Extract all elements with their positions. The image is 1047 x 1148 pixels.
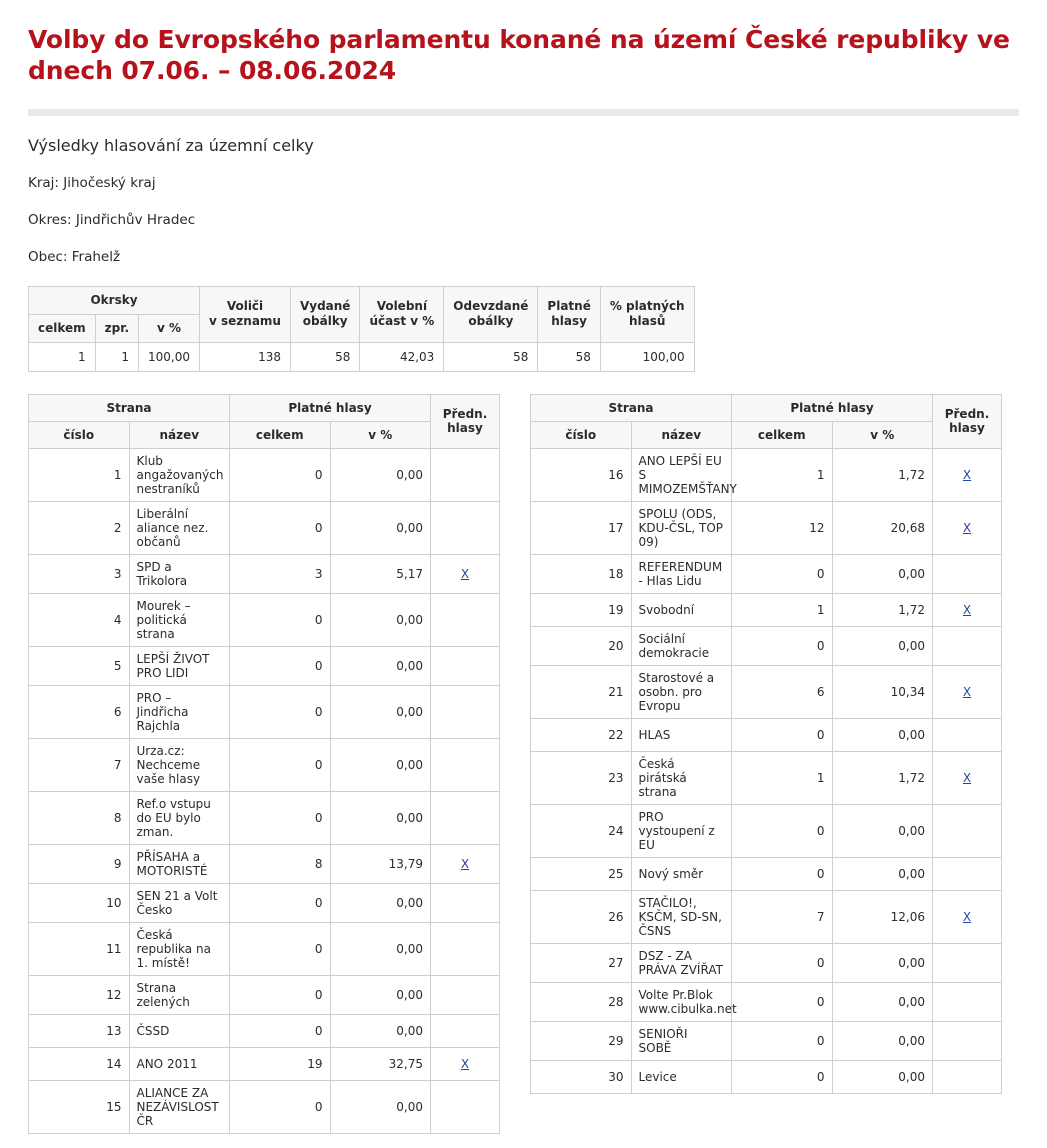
- table-row: [29, 884, 500, 923]
- cell-votes-total: 0: [230, 739, 331, 792]
- preferential-votes-link[interactable]: X: [962, 468, 972, 483]
- cell-party-number: 13: [29, 1015, 130, 1048]
- table-row: [531, 1061, 1002, 1094]
- cell-party-name: SEN 21 a Volt Česko: [129, 884, 230, 923]
- cell-party-name: ANO 2011: [129, 1048, 230, 1081]
- cell-preferential-votes: [933, 805, 1002, 858]
- cell-party-number: 7: [29, 739, 130, 792]
- title-divider: [28, 109, 1019, 116]
- cell-preferential-votes: [431, 686, 500, 739]
- header-predn-hlasy: Předn. hlasy: [431, 394, 500, 449]
- cell-party-number: 28: [531, 983, 632, 1022]
- cell-votes-percent: 0,00: [832, 983, 933, 1022]
- cell-party-number: 1: [29, 449, 130, 502]
- cell-votes-percent: 5,17: [330, 555, 431, 594]
- cell-volebni-ucast: 42,03: [360, 342, 444, 371]
- cell-party-number: 3: [29, 555, 130, 594]
- header-okrsky-celkem: celkem: [29, 314, 96, 342]
- preferential-votes-link[interactable]: X: [962, 685, 972, 700]
- cell-volici-v-seznamu: 138: [200, 342, 291, 371]
- preferential-votes-link[interactable]: X: [460, 857, 470, 872]
- table-row: [531, 502, 1002, 555]
- cell-votes-percent: 0,00: [832, 805, 933, 858]
- cell-party-number: 26: [531, 891, 632, 944]
- table-row: [29, 594, 500, 647]
- table-header-row: [29, 394, 500, 421]
- table-row: [29, 342, 695, 371]
- cell-votes-percent: 0,00: [330, 1081, 431, 1134]
- cell-votes-total: 8: [230, 845, 331, 884]
- table-header-row: [531, 394, 1002, 421]
- cell-votes-total: 6: [732, 666, 833, 719]
- cell-votes-percent: 0,00: [832, 555, 933, 594]
- cell-odevzdane-obalky: 58: [444, 342, 538, 371]
- cell-preferential-votes: [933, 719, 1002, 752]
- cell-party-number: 22: [531, 719, 632, 752]
- cell-party-number: 2: [29, 502, 130, 555]
- table-row: [531, 983, 1002, 1022]
- preferential-votes-link[interactable]: X: [460, 1057, 470, 1072]
- header-okrsky-vproc: v %: [139, 314, 200, 342]
- cell-votes-total: 1: [732, 449, 833, 502]
- cell-party-number: 23: [531, 752, 632, 805]
- cell-party-number: 24: [531, 805, 632, 858]
- cell-votes-percent: 12,06: [832, 891, 933, 944]
- cell-party-name: ANO LEPŠÍ EU S MIMOZEMŠŤANY: [631, 449, 732, 502]
- turnout-summary-table: [28, 286, 695, 372]
- cell-party-name: SENIOŘI SOBĚ: [631, 1022, 732, 1061]
- cell-votes-percent: 0,00: [330, 502, 431, 555]
- cell-party-number: 21: [531, 666, 632, 719]
- cell-preferential-votes: [933, 944, 1002, 983]
- cell-preferential-votes: [431, 923, 500, 976]
- header-vproc: v %: [832, 421, 933, 448]
- cell-preferential-votes: [431, 502, 500, 555]
- cell-votes-percent: 0,00: [330, 647, 431, 686]
- cell-votes-total: 0: [732, 1022, 833, 1061]
- cell-votes-total: 0: [732, 805, 833, 858]
- table-row: [29, 923, 500, 976]
- cell-party-number: 14: [29, 1048, 130, 1081]
- cell-votes-total: 0: [230, 976, 331, 1015]
- cell-party-name: Urza.cz: Nechceme vaše hlasy: [129, 739, 230, 792]
- cell-preferential-votes[interactable]: [933, 449, 1002, 502]
- table-row: [29, 976, 500, 1015]
- cell-party-number: 11: [29, 923, 130, 976]
- header-vproc: v %: [330, 421, 431, 448]
- cell-party-name: ČSSD: [129, 1015, 230, 1048]
- table-row: [29, 449, 500, 502]
- cell-votes-total: 0: [732, 1061, 833, 1094]
- page-title: Volby do Evropského parlamentu konané na území České republiky ve dnech 07.06. – 08.06.2024: [28, 25, 1010, 86]
- table-row: [29, 502, 500, 555]
- municipality-label: Obec: Frahelž: [28, 248, 121, 265]
- cell-votes-total: 0: [732, 627, 833, 666]
- cell-party-name: PŘÍSAHA a MOTORISTÉ: [129, 845, 230, 884]
- header-volebni-ucast: Volební účast v %: [360, 286, 444, 342]
- cell-party-number: 8: [29, 792, 130, 845]
- header-strana: Strana: [29, 394, 230, 421]
- cell-platne-hlasy: 58: [538, 342, 600, 371]
- cell-okrsky-vproc: 100,00: [139, 342, 200, 371]
- preferential-votes-link[interactable]: X: [962, 771, 972, 786]
- cell-party-number: 29: [531, 1022, 632, 1061]
- table-row: [531, 666, 1002, 719]
- table-row: [29, 1015, 500, 1048]
- cell-preferential-votes: [933, 555, 1002, 594]
- cell-votes-percent: 1,72: [832, 752, 933, 805]
- cell-votes-percent: 0,00: [330, 594, 431, 647]
- table-row: [29, 845, 500, 884]
- preferential-votes-link[interactable]: X: [962, 910, 972, 925]
- table-header-row: [29, 286, 695, 314]
- cell-party-name: PRO – Jindřicha Rajchla: [129, 686, 230, 739]
- cell-party-name: DSZ - ZA PRÁVA ZVÍŘAT: [631, 944, 732, 983]
- cell-votes-total: 0: [230, 884, 331, 923]
- cell-okrsky-zpr: 1: [95, 342, 138, 371]
- cell-votes-percent: 32,75: [330, 1048, 431, 1081]
- cell-votes-total: 0: [230, 449, 331, 502]
- cell-votes-total: 0: [732, 719, 833, 752]
- cell-party-number: 4: [29, 594, 130, 647]
- cell-preferential-votes: [431, 792, 500, 845]
- cell-votes-percent: 1,72: [832, 594, 933, 627]
- cell-preferential-votes: [933, 983, 1002, 1022]
- header-cislo: číslo: [29, 421, 130, 448]
- table-row: [29, 647, 500, 686]
- table-row: [29, 1081, 500, 1134]
- cell-votes-percent: 0,00: [832, 944, 933, 983]
- party-results-container: [28, 394, 1019, 1135]
- table-subheader-row: [531, 421, 1002, 448]
- header-vydane-obalky: Vydané obálky: [290, 286, 359, 342]
- cell-party-name: Nový směr: [631, 858, 732, 891]
- cell-party-name: REFERENDUM - Hlas Lidu: [631, 555, 732, 594]
- cell-party-number: 15: [29, 1081, 130, 1134]
- cell-preferential-votes: [431, 739, 500, 792]
- cell-party-name: SPOLU (ODS, KDU-ČSL, TOP 09): [631, 502, 732, 555]
- cell-votes-total: 0: [732, 944, 833, 983]
- header-proc-platnych: % platných hlasů: [600, 286, 694, 342]
- table-row: [531, 858, 1002, 891]
- cell-party-name: Ref.o vstupu do EU bylo zman.: [129, 792, 230, 845]
- section-heading: Výsledky hlasování za územní celky: [28, 135, 314, 155]
- cell-votes-total: 0: [230, 647, 331, 686]
- cell-preferential-votes[interactable]: [431, 1048, 500, 1081]
- party-results-table-left: [28, 394, 500, 1135]
- cell-preferential-votes: [431, 884, 500, 923]
- cell-party-name: Volte Pr.Blok www.cibulka.net: [631, 983, 732, 1022]
- cell-preferential-votes[interactable]: [933, 666, 1002, 719]
- cell-party-name: Česká pirátská strana: [631, 752, 732, 805]
- cell-votes-percent: 0,00: [330, 739, 431, 792]
- cell-votes-total: 7: [732, 891, 833, 944]
- cell-party-number: 12: [29, 976, 130, 1015]
- table-row: [531, 1022, 1002, 1061]
- cell-party-number: 17: [531, 502, 632, 555]
- cell-party-name: HLAS: [631, 719, 732, 752]
- cell-party-number: 9: [29, 845, 130, 884]
- cell-votes-percent: 0,00: [832, 719, 933, 752]
- table-row: [531, 627, 1002, 666]
- cell-party-name: Sociální demokracie: [631, 627, 732, 666]
- cell-votes-percent: 0,00: [832, 1022, 933, 1061]
- district-label: Okres: Jindřichův Hradec: [28, 211, 196, 228]
- cell-party-name: ALIANCE ZA NEZÁVISLOST ČR: [129, 1081, 230, 1134]
- table-row: [531, 719, 1002, 752]
- header-nazev: název: [129, 421, 230, 448]
- cell-party-number: 27: [531, 944, 632, 983]
- header-platne-hlasy: Platné hlasy: [732, 394, 933, 421]
- cell-party-name: Liberální aliance nez. občanů: [129, 502, 230, 555]
- cell-vydane-obalky: 58: [290, 342, 359, 371]
- cell-votes-total: 0: [230, 923, 331, 976]
- table-row: [531, 805, 1002, 858]
- cell-preferential-votes: [431, 594, 500, 647]
- cell-party-number: 18: [531, 555, 632, 594]
- cell-votes-percent: 0,00: [330, 792, 431, 845]
- header-celkem: celkem: [732, 421, 833, 448]
- header-nazev: název: [631, 421, 732, 448]
- table-row: [531, 752, 1002, 805]
- cell-party-number: 30: [531, 1061, 632, 1094]
- cell-preferential-votes[interactable]: [933, 502, 1002, 555]
- cell-votes-total: 0: [230, 594, 331, 647]
- cell-party-name: Klub angažovaných nestraníků: [129, 449, 230, 502]
- cell-votes-total: 0: [230, 792, 331, 845]
- cell-votes-percent: 0,00: [330, 1015, 431, 1048]
- cell-party-number: 10: [29, 884, 130, 923]
- party-results-table-right: [530, 394, 1002, 1095]
- cell-votes-total: 0: [732, 555, 833, 594]
- cell-votes-total: 12: [732, 502, 833, 555]
- cell-preferential-votes: [933, 1061, 1002, 1094]
- preferential-votes-link[interactable]: X: [962, 603, 972, 618]
- cell-party-name: Svobodní: [631, 594, 732, 627]
- header-platne-hlasy: Platné hlasy: [230, 394, 431, 421]
- cell-party-name: SPD a Trikolora: [129, 555, 230, 594]
- cell-votes-percent: 0,00: [330, 884, 431, 923]
- cell-votes-percent: 0,00: [330, 449, 431, 502]
- cell-votes-percent: 1,72: [832, 449, 933, 502]
- header-celkem: celkem: [230, 421, 331, 448]
- cell-party-number: 5: [29, 647, 130, 686]
- table-row: [29, 1048, 500, 1081]
- header-predn-hlasy: Předn. hlasy: [933, 394, 1002, 449]
- table-row: [531, 944, 1002, 983]
- cell-proc-platnych: 100,00: [600, 342, 694, 371]
- header-odevzdane-obalky: Odevzdané obálky: [444, 286, 538, 342]
- cell-votes-percent: 0,00: [330, 923, 431, 976]
- header-okrsky-zpr: zpr.: [95, 314, 138, 342]
- cell-party-name: LEPŠÍ ŽIVOT PRO LIDI: [129, 647, 230, 686]
- table-row: [531, 555, 1002, 594]
- table-row: [29, 792, 500, 845]
- header-volici-v-seznamu: Voliči v seznamu: [200, 286, 291, 342]
- preferential-votes-link[interactable]: X: [962, 521, 972, 536]
- cell-okrsky-celkem: 1: [29, 342, 96, 371]
- cell-party-number: 25: [531, 858, 632, 891]
- table-row: [531, 594, 1002, 627]
- cell-party-name: PRO vystoupení z EU: [631, 805, 732, 858]
- preferential-votes-link[interactable]: X: [460, 567, 470, 582]
- page-bottom-spacer: [28, 1134, 1019, 1148]
- table-row: [531, 891, 1002, 944]
- table-row: [29, 739, 500, 792]
- cell-votes-percent: 0,00: [330, 686, 431, 739]
- cell-preferential-votes: [431, 1015, 500, 1048]
- cell-party-name: Strana zelených: [129, 976, 230, 1015]
- region-label: Kraj: Jihočeský kraj: [28, 174, 156, 191]
- table-row: [29, 555, 500, 594]
- table-row: [531, 449, 1002, 502]
- cell-votes-total: 1: [732, 752, 833, 805]
- cell-votes-total: 0: [732, 983, 833, 1022]
- cell-votes-total: 1: [732, 594, 833, 627]
- cell-preferential-votes: [933, 627, 1002, 666]
- cell-party-name: Levice: [631, 1061, 732, 1094]
- cell-votes-percent: 13,79: [330, 845, 431, 884]
- cell-preferential-votes: [431, 449, 500, 502]
- cell-preferential-votes: [431, 647, 500, 686]
- header-okrsky: Okrsky: [29, 286, 200, 314]
- cell-votes-total: 3: [230, 555, 331, 594]
- header-platne-hlasy: Platné hlasy: [538, 286, 600, 342]
- cell-votes-percent: 0,00: [832, 1061, 933, 1094]
- table-subheader-row: [29, 421, 500, 448]
- cell-votes-percent: 0,00: [330, 976, 431, 1015]
- cell-preferential-votes: [933, 1022, 1002, 1061]
- cell-preferential-votes[interactable]: [431, 845, 500, 884]
- cell-party-number: 6: [29, 686, 130, 739]
- cell-votes-percent: 0,00: [832, 858, 933, 891]
- cell-preferential-votes[interactable]: [431, 555, 500, 594]
- cell-votes-total: 19: [230, 1048, 331, 1081]
- cell-votes-total: 0: [230, 686, 331, 739]
- cell-preferential-votes: [933, 858, 1002, 891]
- cell-party-number: 16: [531, 449, 632, 502]
- cell-party-name: Mourek – politická strana: [129, 594, 230, 647]
- header-cislo: číslo: [531, 421, 632, 448]
- cell-party-name: Starostové a osobn. pro Evropu: [631, 666, 732, 719]
- cell-party-number: 20: [531, 627, 632, 666]
- cell-votes-total: 0: [230, 1081, 331, 1134]
- cell-preferential-votes: [431, 1081, 500, 1134]
- cell-preferential-votes[interactable]: [933, 752, 1002, 805]
- cell-preferential-votes[interactable]: [933, 891, 1002, 944]
- cell-votes-percent: 0,00: [832, 627, 933, 666]
- cell-votes-total: 0: [230, 1015, 331, 1048]
- cell-party-name: Česká republika na 1. místě!: [129, 923, 230, 976]
- table-row: [29, 686, 500, 739]
- cell-votes-total: 0: [230, 502, 331, 555]
- cell-preferential-votes[interactable]: [933, 594, 1002, 627]
- header-strana: Strana: [531, 394, 732, 421]
- cell-votes-percent: 10,34: [832, 666, 933, 719]
- cell-party-number: 19: [531, 594, 632, 627]
- cell-votes-percent: 20,68: [832, 502, 933, 555]
- cell-preferential-votes: [431, 976, 500, 1015]
- cell-votes-total: 0: [732, 858, 833, 891]
- cell-party-name: STAČILO!, KSČM, SD-SN, ČSNS: [631, 891, 732, 944]
